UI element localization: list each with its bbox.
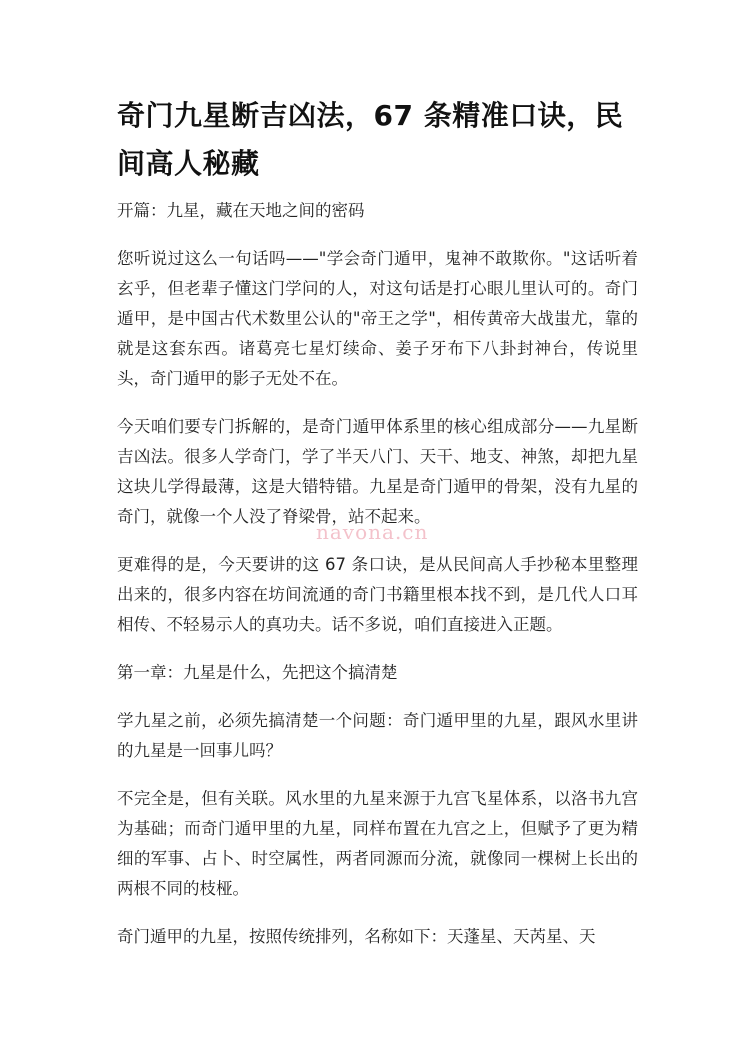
paragraph: 今天咱们要专门拆解的，是奇门遁甲体系里的核心组成部分——九星断吉凶法。很多人学奇门，学了半天八门、天干、地支、神煞，却把九星这块儿学得最薄，这是大错特错。九星是奇门遁甲的骨架，没有九星的奇门，就像一个人没了脊梁骨，站不起来。 — [117, 417, 638, 526]
paragraph: 学九星之前，必须先搞清楚一个问题：奇门遁甲里的九星，跟风水里讲的九星是一回事儿吗？ — [117, 711, 638, 760]
paragraph: 更难得的是，今天要讲的这 67 条口诀，是从民间高人手抄秘本里整理出来的，很多内容在坊间流通的奇门书籍里根本找不到，是几代人口耳相传、不轻易示人的真功夫。话不多说，咱们直接进入正题。 — [117, 555, 638, 634]
paragraph: 您听说过这么一句话吗——"学会奇门遁甲，鬼神不敢欺你。"这话听着玄乎，但老辈子懂这门学问的人，对这句话是打心眼儿里认可的。奇门遁甲，是中国古代术数里公认的"帝王之学"，相传黄帝大战蚩尤，靠的就是这套东西。诸葛亮七星灯续命、姜子牙布下八卦封神台，传说里头，奇门遁甲的影子无处不在。 — [117, 249, 638, 388]
paragraph: 奇门遁甲的九星，按照传统排列，名称如下：天蓬星、天芮星、天 — [117, 927, 596, 946]
watermark-text: navona.cn — [316, 520, 429, 544]
opening-heading: 开篇：九星，藏在天地之间的密码 — [117, 201, 365, 220]
chapter-heading: 第一章：九星是什么，先把这个搞清楚 — [117, 663, 398, 682]
paragraph: 不完全是，但有关联。风水里的九星来源于九宫飞星体系，以洛书九宫为基础；而奇门遁甲里的九星，同样布置在九宫之上，但赋予了更为精细的军事、占卜、时空属性，两者同源而分流，就像同一棵树上长出的两根不同的枝桠。 — [117, 789, 638, 898]
article-title: 奇门九星断吉凶法，67 条精准口诀，民间高人秘藏 — [117, 99, 624, 180]
